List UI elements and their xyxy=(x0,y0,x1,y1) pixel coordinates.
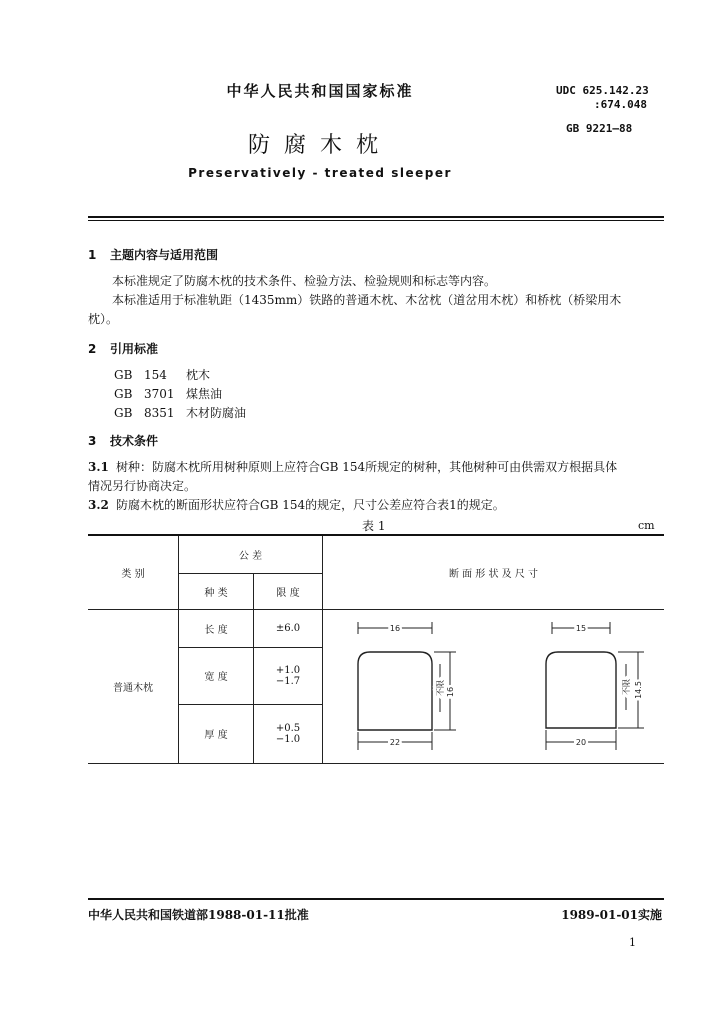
table-caption: 表 1 xyxy=(362,519,386,533)
dim-label-height-right: 14.5 xyxy=(633,680,643,699)
section-number: 3 xyxy=(88,434,97,448)
udc-line-2: :674.048 xyxy=(594,98,647,111)
dim-label-height-left: 16 xyxy=(445,686,455,697)
header-category: 类 别 xyxy=(88,535,179,609)
limit-value: +1.0 xyxy=(275,664,301,676)
section-number: 1 xyxy=(88,248,97,262)
approval-note: 中华人民共和国铁道部1988-01-11批准 xyxy=(88,908,309,922)
category-cell: 普通木枕 xyxy=(88,609,179,763)
section-diagram xyxy=(324,610,664,760)
limit-value: +0.5 xyxy=(275,722,301,734)
sleeper-profile-right xyxy=(546,652,616,728)
reference-item xyxy=(114,385,222,402)
clause-text: 树种：防腐木枕所用树种原则上应符合GB 154所规定的树种，其他树种可由供需双方根据具体 xyxy=(116,460,618,474)
clause-3-2 xyxy=(88,496,505,515)
reference-item xyxy=(114,366,210,383)
header-rule-thick xyxy=(88,216,664,218)
section-2-heading xyxy=(88,340,158,357)
limit-cell xyxy=(254,609,323,648)
section-3-heading xyxy=(88,432,158,449)
kind-cell: 宽 度 xyxy=(179,648,254,705)
section-title: 主题内容与适用范围 xyxy=(110,248,219,262)
ref-name: 枕木 xyxy=(186,368,211,382)
ref-code: GB xyxy=(114,387,133,401)
section-1-para-2a: 本标准适用于标准轨距（1435mm）铁路的普通木枕、木岔枕（道岔用木枕）和桥枕（桥梁用木 xyxy=(112,293,622,307)
dim-label-side-right: 不限 xyxy=(621,678,631,695)
dim-label-side-left: 不限 xyxy=(435,679,445,696)
udc-code xyxy=(556,84,649,112)
document-title: 防腐木枕 xyxy=(247,133,392,158)
org-title: 中华人民共和国国家标准 xyxy=(226,82,414,100)
ref-code: GB xyxy=(114,368,133,382)
table-unit: cm xyxy=(638,519,655,532)
udc-line-1: UDC 625.142.23 xyxy=(556,84,649,97)
header-tolerance: 公 差 xyxy=(179,535,323,573)
header-limit: 限 度 xyxy=(254,573,323,609)
dim-label-bottom-left: 22 xyxy=(389,737,400,747)
section-title: 技术条件 xyxy=(110,434,159,448)
kind-cell: 厚 度 xyxy=(179,704,254,763)
section-diagram-cell xyxy=(323,609,665,763)
dim-label-top-right: 15 xyxy=(575,623,586,633)
footer-rule xyxy=(88,898,664,900)
section-1-para-1: 本标准规定了防腐木枕的技术条件、检验方法、检验规则和标志等内容。 xyxy=(112,274,497,288)
effective-date: 1989-01-01实施 xyxy=(561,908,662,922)
dim-label-top-left: 16 xyxy=(389,623,400,633)
section-title: 引用标准 xyxy=(110,342,159,356)
section-1-heading xyxy=(88,246,218,263)
ref-number: 154 xyxy=(144,368,167,382)
gb-number: GB 9221—88 xyxy=(566,122,633,135)
table-row xyxy=(88,609,664,648)
clause-3-1 xyxy=(88,458,617,477)
ref-number: 8351 xyxy=(144,406,175,420)
header-rule-thin xyxy=(88,220,664,221)
dim-label-bottom-right: 20 xyxy=(575,737,586,747)
tolerance-table xyxy=(88,534,664,764)
header-section: 断 面 形 状 及 尺 寸 xyxy=(323,535,665,609)
section-number: 2 xyxy=(88,342,97,356)
ref-name: 木材防腐油 xyxy=(186,406,247,420)
section-1-para-2b: 枕）。 xyxy=(88,312,119,326)
sleeper-profile-left xyxy=(358,652,432,730)
limit-value: −1.7 xyxy=(275,675,301,687)
document-title-en: Preservatively - treated sleeper xyxy=(188,166,452,180)
limit-value: −1.0 xyxy=(275,733,301,745)
ref-name: 煤焦油 xyxy=(186,387,223,401)
reference-item xyxy=(114,404,246,421)
limit-value: ±6.0 xyxy=(275,622,301,634)
limit-cell xyxy=(254,648,323,705)
kind-cell: 长 度 xyxy=(179,609,254,648)
clause-number: 3.1 xyxy=(88,460,109,474)
ref-code: GB xyxy=(114,406,133,420)
clause-number: 3.2 xyxy=(88,498,109,512)
limit-cell xyxy=(254,704,323,763)
header-kind: 种 类 xyxy=(179,573,254,609)
ref-number: 3701 xyxy=(144,387,175,401)
page-number: 1 xyxy=(629,936,636,949)
clause-3-1-cont: 情况另行协商决定。 xyxy=(88,479,197,493)
clause-text: 防腐木枕的断面形状应符合GB 154的规定，尺寸公差应符合表1的规定。 xyxy=(116,498,505,512)
